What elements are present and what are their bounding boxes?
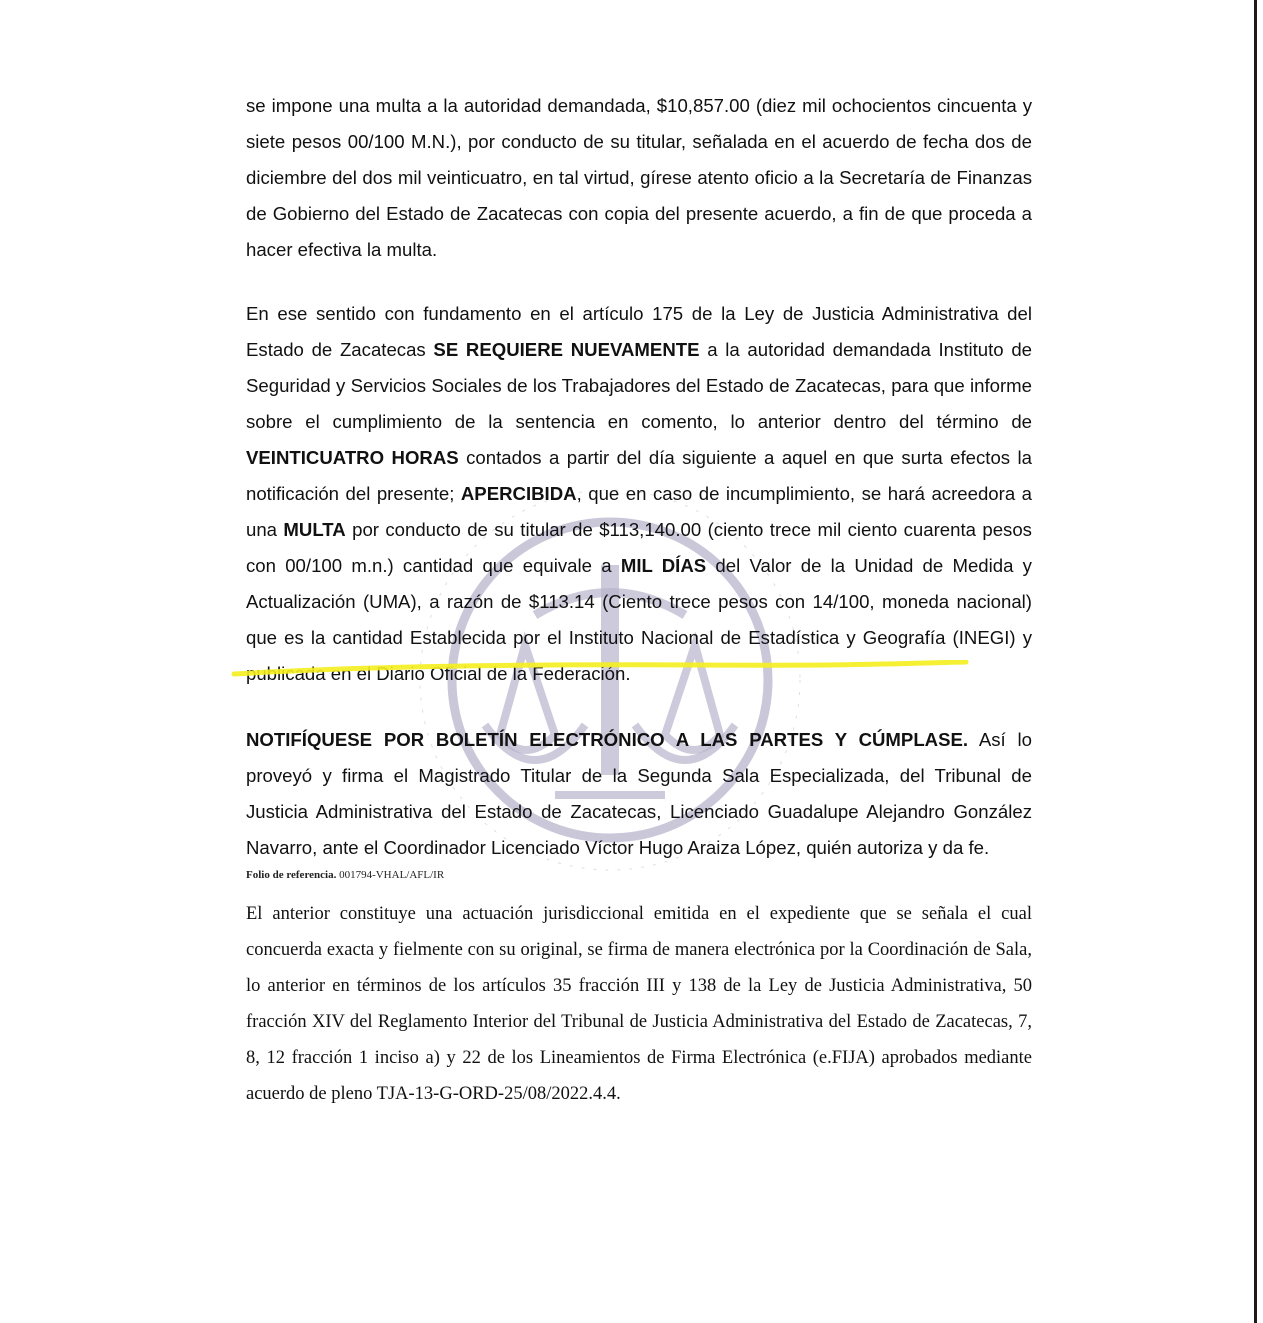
right-margin-signature-string [1100, 78, 1148, 1208]
signature-column [1108, 78, 1116, 1208]
bold-veinticuatro-horas: VEINTICUATRO HORAS [246, 447, 459, 468]
signature-column [1124, 78, 1132, 1208]
bold-multa: MULTA [283, 519, 346, 540]
signature-column [1132, 78, 1140, 1208]
paragraph-multa [246, 88, 1032, 268]
bold-se-requiere: SE REQUIERE NUEVAMENTE [433, 339, 700, 360]
document-body [246, 88, 1032, 1112]
signature-column [1100, 78, 1108, 1208]
folio-label: Folio de referencia. [246, 869, 340, 881]
signature-column [1116, 78, 1124, 1208]
paragraph-notifiquese: NOTIFÍQUESE POR BOLETÍN ELECTRÓNICO A LAS PARTES Y CÚMPLASE. Así lo proveyó y firma el Magistrado Titular de la Segunda Sala Especializada, del Tribunal de Justicia Administrativa del Estado de Zacatecas, Licenciado Guadalupe Alejandro González Navarro, ante el Coordinador Licenciado Víctor Hugo Araiza López, quién autoriza y da fe. [246, 729, 1032, 858]
folio-value: 001794-VHAL/AFL/IR [339, 869, 445, 881]
bold-notifiquese: NOTIFÍQUESE POR BOLETÍN ELECTRÓNICO A LAS PARTES Y CÚMPLASE. [246, 729, 969, 750]
folio-reference [246, 866, 1032, 896]
bold-apercibida: APERCIBIDA [460, 483, 577, 504]
bold-mil-dias: MIL DÍAS [620, 555, 707, 576]
left-margin-verification-text [130, 80, 144, 370]
page-edge-line [1254, 0, 1257, 1323]
paragraph-certificacion [246, 896, 1032, 1112]
paragraph-certificacion-text: El anterior constituye una actuación jurisdiccional emitida en el expediente que se señala el cual concuerda exacta y fielmente con su original, se firma de manera electrónica por la Coordinación de Sala, lo anterior en términos de los artículos 35 fracción III y 138 de la Ley de Justicia Administrativa, 50 fracción XIV del Reglamento Interior del Tribunal de Justicia Administrativa del Estado de Zacatecas, 7, 8, 12 fracción 1 inciso a) y 22 de los Lineamientos de Firma Electrónica (e.FIJA) aprobados mediante acuerdo de pleno TJA-13-G-ORD-25/08/2022.4.4. [246, 904, 1032, 1104]
paragraph-requerimiento: En ese sentido con fundamento en el artículo 175 de la Ley de Justicia Administrativa del Estado de Zacatecas SE REQUIERE NUEVAMENTE a la autoridad demandada Instituto de Seguridad y Servicios Sociales de los Trabajadores del Estado de Zacatecas, para que informe sobre el cumplimiento de la sentencia en comento, lo anterior dentro del término de VEINTICUATRO HORAS contados a partir del día siguiente a aquel en que surta efectos la notificación del presente; APERCIBIDA, que en caso de incumplimiento, se hará acreedora a una MULTA por conducto de su titular de $113,140.00 (ciento trece mil ciento cuarenta pesos con 00/100 m.n.) cantidad que equivale a MIL DÍAS del Valor de la Unidad de Medida y Actualización (UMA), a razón de $113.14 (Ciento trece pesos con 14/100, moneda nacional) que es la cantidad Establecida por el Instituto Nacional de Estadística y Geografía (INEGI) y publicada en el Diario Oficial de la Federación. [246, 303, 1033, 684]
paragraph-multa-text: se impone una multa a la autoridad demandada, $10,857.00 (diez mil ochocientos cincuenta y siete pesos 00/100 M.N.), por conducto de su titular, señalada en el acuerdo de fecha dos de diciembre del dos mil veinticuatro, en tal virtud, gírese atento oficio a la Secretaría de Finanzas de Gobierno del Estado de Zacatecas con copia del presente acuerdo, a fin de que proceda a hacer efectiva la multa. [246, 95, 1032, 260]
